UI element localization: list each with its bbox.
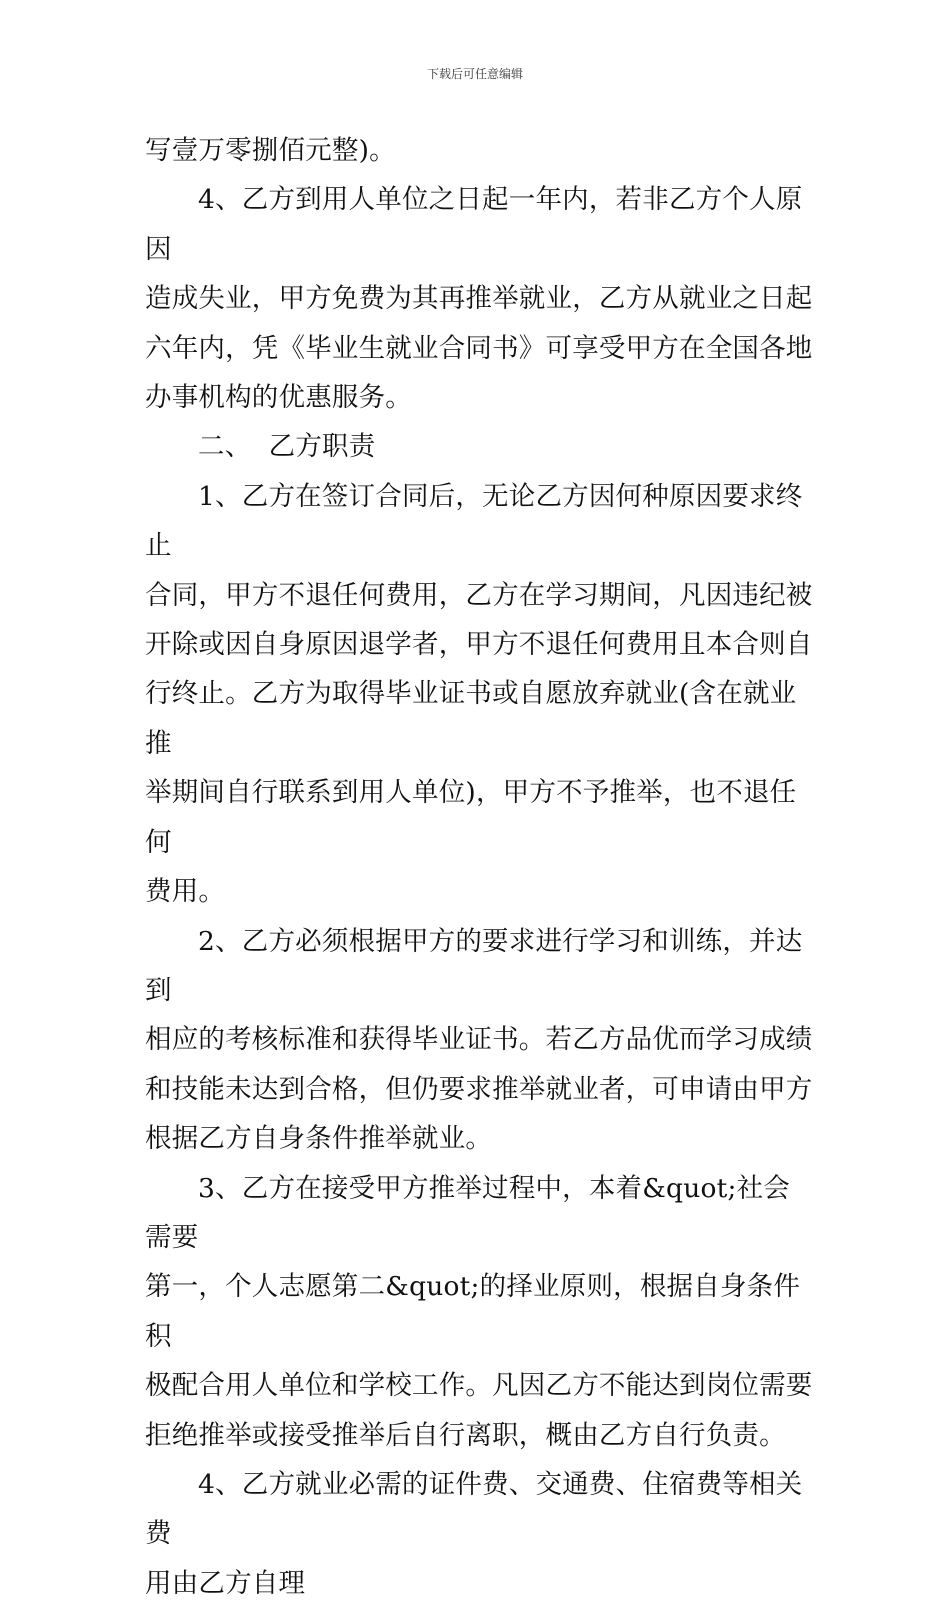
text-line: 行终止。乙方为取得毕业证书或自愿放弃就业(含在就业推 — [145, 678, 797, 759]
text-line: 六年内，凭《毕业生就业合同书》可享受甲方在全国各地 — [145, 332, 813, 364]
text-line: 4、乙方到用人单位之日起一年内，若非乙方个人原因 — [145, 184, 803, 265]
page-header: 下载后可任意编辑 — [426, 67, 523, 81]
text-line: 拒绝推举或接受推举后自行离职，概由乙方自行负责。 — [145, 1419, 786, 1451]
text-line: 2、乙方必须根据甲方的要求进行学习和训练，并达到 — [145, 925, 803, 1006]
text-line: 造成失业，甲方免费为其再推举就业，乙方从就业之日起 — [145, 283, 813, 315]
text-line: 合同，甲方不退任何费用，乙方在学习期间，凡因违纪被 — [145, 579, 813, 611]
text-line: 和技能未达到合格，但仍要求推举就业者，可申请由甲方 — [145, 1073, 813, 1105]
paragraph-clause-4-party-b — [145, 1460, 815, 1608]
text-line: 3、乙方在接受甲方推举过程中，本着&quot;社会需要 — [145, 1172, 791, 1253]
text-line: 第一，个人志愿第二&quot;的择业原则，根据自身条件积 — [145, 1271, 801, 1352]
section-heading: 二、 乙方职责 — [198, 431, 376, 463]
text-line: 举期间自行联系到用人单位)，甲方不予推举，也不退任何 — [145, 777, 797, 858]
section-heading-party-b-duties — [145, 422, 815, 471]
paragraph-clause-1 — [145, 472, 815, 917]
text-line: 开除或因自身原因退学者，甲方不退任何费用且本合则自 — [145, 629, 813, 661]
text-line: 用由乙方自理 — [145, 1567, 306, 1599]
paragraph-clause-2 — [145, 917, 815, 1164]
text-line: 根据乙方自身条件推举就业。 — [145, 1123, 493, 1155]
text-line: 费用。 — [145, 876, 226, 908]
paragraph-clause-4-party-a — [145, 175, 815, 422]
text-line: 写壹万零捌佰元整)。 — [145, 135, 396, 166]
text-line: 1、乙方在签订合同后，无论乙方因何种原因要求终止 — [145, 480, 803, 562]
document-body — [145, 126, 815, 1608]
paragraph-clause-3 — [145, 1164, 815, 1460]
text-line: 相应的考核标准和获得毕业证书。若乙方品优而学习成绩 — [145, 1024, 813, 1056]
text-line: 4、乙方就业必需的证件费、交通费、住宿费等相关费 — [145, 1468, 803, 1550]
paragraph-amount-continuation — [145, 126, 815, 175]
text-line: 办事机构的优惠服务。 — [145, 382, 412, 414]
text-line: 极配合用人单位和学校工作。凡因乙方不能达到岗位需要 — [145, 1370, 813, 1402]
